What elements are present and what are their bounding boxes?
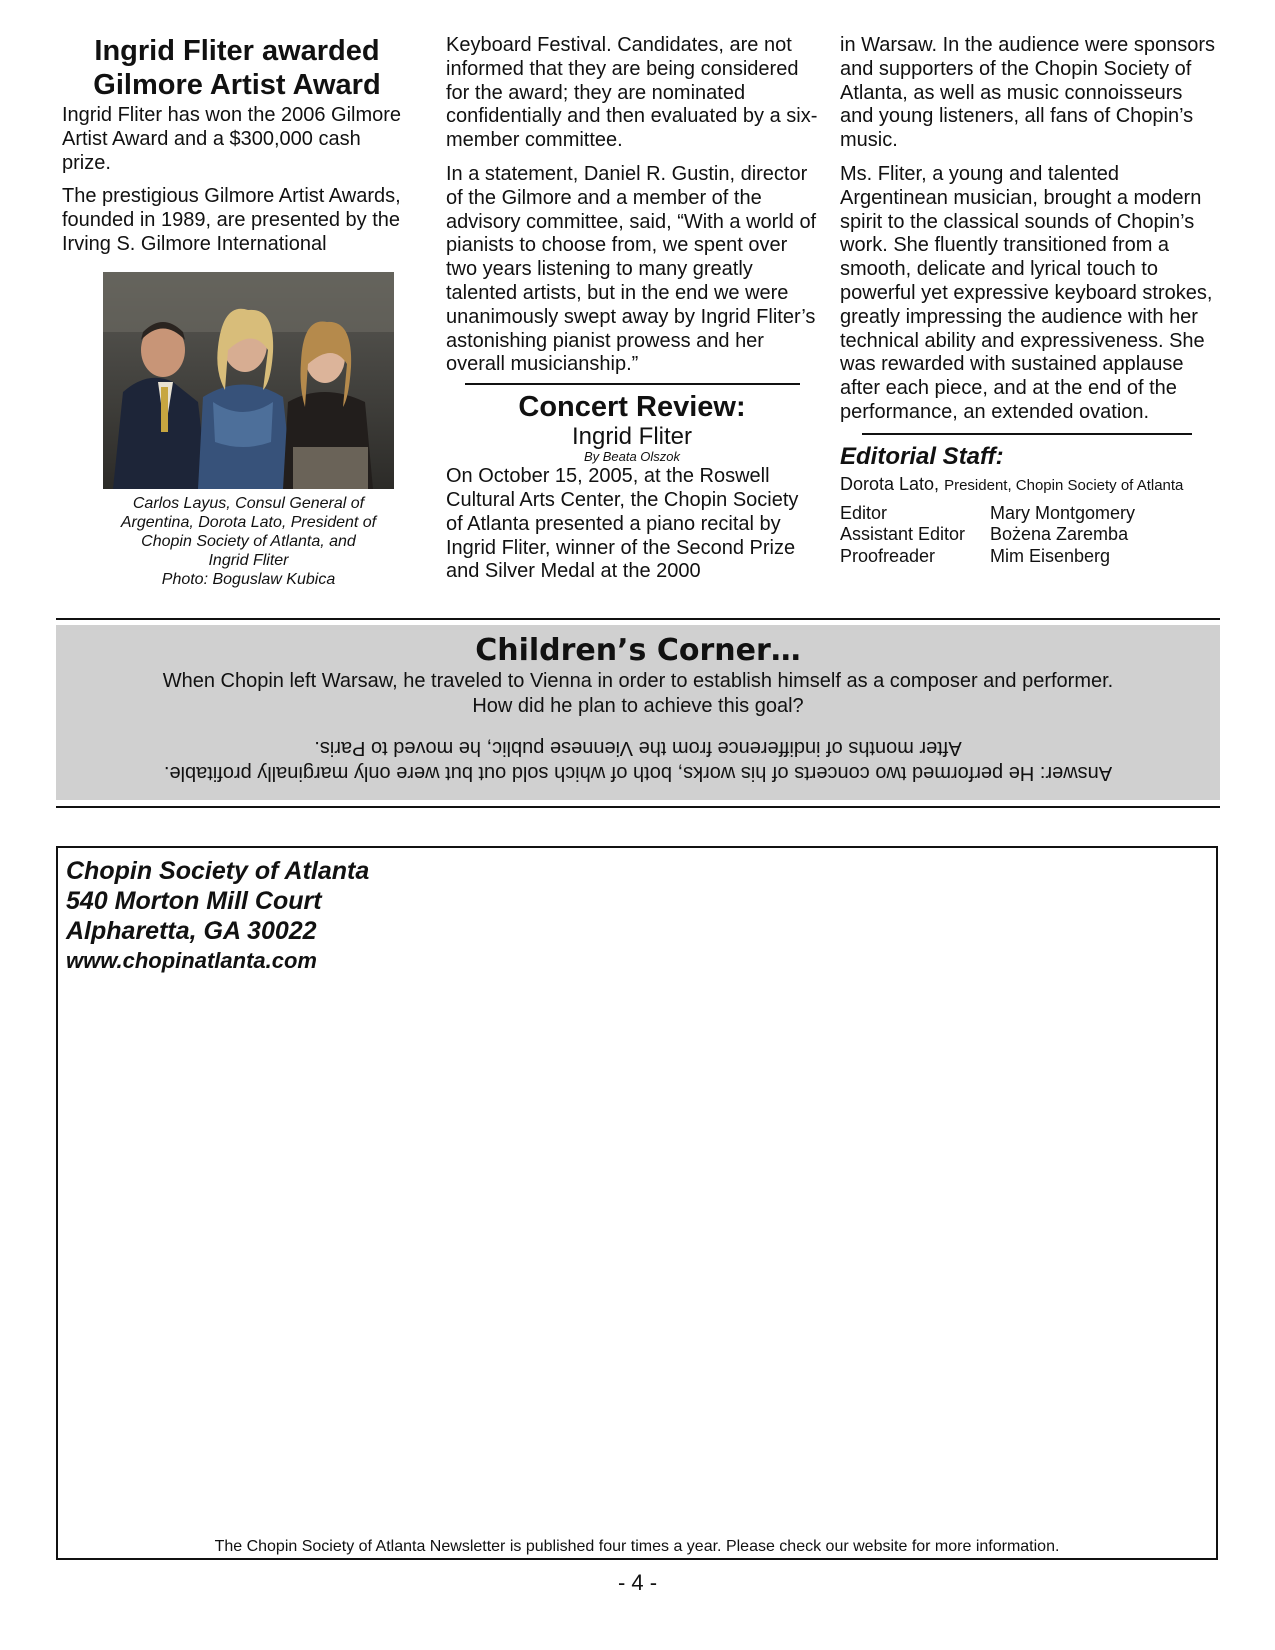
newsletter-footnote: The Chopin Society of Atlanta Newsletter is published four times a year. Please check our website for more information. xyxy=(214,1538,1060,1555)
caption-line-4: Ingrid Fliter xyxy=(208,552,289,569)
caption-line-1: Carlos Layus, Consul General of xyxy=(132,495,365,512)
childrens-corner xyxy=(56,625,1220,800)
gilmore-para-3: In a statement, Daniel R. Gustin, director of the Gilmore and a member of the advisory committee, said, “With a world of pianists to choose from, we spent over two years listening to many greatly talented artists, but in the end we were unanimously swept away by Ingrid Fliter’s astonishing pianist prowess and her overall musicianship.” xyxy=(446,162,817,376)
return-address xyxy=(66,856,369,976)
staff-list xyxy=(840,503,1220,568)
address-org: Chopin Society of Atlanta xyxy=(66,857,370,885)
staff-role: Editor xyxy=(840,502,888,523)
president-name: Dorota Lato, xyxy=(840,473,940,494)
review-para-1: On October 15, 2005, at the Roswell Cultural Arts Center, the Chopin Society of Atlanta presented a piano recital by Ingrid Fliter, winner of the Second Prize and Silver Medal at the 2000 xyxy=(446,465,799,583)
address-city: Alpharetta, GA 30022 xyxy=(66,917,317,945)
staff-name: Mim Eisenberg xyxy=(990,545,1111,566)
caption-line-5: Photo: Boguslaw Kubica xyxy=(161,571,336,588)
editorial-staff-title: Editorial Staff: xyxy=(840,442,1004,470)
page-number: - 4 - xyxy=(617,1570,658,1595)
section-divider xyxy=(862,433,1192,435)
question-line-1: When Chopin left Warsaw, he traveled to Vienna in order to establish himself as a composer and performer. xyxy=(162,670,1114,692)
gilmore-para-2: The prestigious Gilmore Artist Awards, founded in 1989, are presented by the Irving S. Gilmore International xyxy=(62,185,401,255)
staff-name: Mary Montgomery xyxy=(990,502,1136,523)
staff-president xyxy=(840,473,1220,497)
gilmore-para-2-continued: Keyboard Festival. Candidates, are not informed that they are being considered for the award; they are nominated confidentially and then evaluated by a six-member committee. xyxy=(446,34,818,152)
top-rule xyxy=(56,618,1220,620)
address-street: 540 Morton Mill Court xyxy=(66,887,322,915)
concert-review-byline: By Beata Olszok xyxy=(583,449,681,465)
review-para-2: Ms. Fliter, a young and talented Argentinean musician, brought a modern spirit to the classical sounds of Chopin’s work. She fluently transitioned from a smooth, delicate and lyrical touch to powerful yet expressive keyboard strokes, greatly impressing the audience with her technical ability and expressiveness. She was rewarded with sustained applause after each piece, and at the end of the performance, an extended ovation. xyxy=(840,162,1213,423)
caption-line-3: Chopin Society of Atlanta, and xyxy=(141,533,356,550)
column-3 xyxy=(840,34,1220,567)
concert-review-title: Concert Review: xyxy=(518,391,746,424)
group-photo xyxy=(103,272,394,489)
staff-role: Assistant Editor xyxy=(840,524,966,545)
answer-line-1: Answer: He performed two concerts of his works, both of which sold out but were only marginally profitable. xyxy=(163,762,1113,784)
review-para-1-continued: in Warsaw. In the audience were sponsors and supporters of the Chopin Society of Atlanta, as well as music connoisseurs and young listeners, all fans of Chopin’s music. xyxy=(840,34,1216,152)
column-2 xyxy=(446,34,818,594)
gilmore-article-title xyxy=(62,34,412,102)
concert-review-subtitle: Ingrid Fliter xyxy=(571,423,693,451)
president-role: President, Chopin Society of Atlanta xyxy=(944,476,1184,494)
gilmore-para-1: Ingrid Fliter has won the 2006 Gilmore Artist Award and a $300,000 cash prize. xyxy=(62,104,402,174)
photo-caption xyxy=(103,494,394,589)
mailing-panel xyxy=(56,846,1218,1560)
section-divider xyxy=(465,383,800,385)
childrens-corner-question xyxy=(56,669,1220,719)
column-1 xyxy=(62,34,412,267)
gilmore-title-line1: Ingrid Fliter awarded xyxy=(94,35,380,67)
group-photo-image xyxy=(103,272,394,489)
childrens-corner-answer-upside-down xyxy=(56,735,1220,785)
staff-role: Proofreader xyxy=(840,545,936,566)
staff-name: Bożena Zaremba xyxy=(990,524,1129,545)
answer-line-2: After months of indifference from the Viennese public, he moved to Paris. xyxy=(314,737,962,759)
gilmore-title-line2: Gilmore Artist Award xyxy=(93,69,381,101)
address-website: www.chopinatlanta.com xyxy=(66,948,317,973)
childrens-corner-title: Children’s Corner… xyxy=(475,633,801,668)
question-line-2: How did he plan to achieve this goal? xyxy=(472,695,804,717)
bottom-rule xyxy=(56,806,1220,808)
caption-line-2: Argentina, Dorota Lato, President of xyxy=(120,514,377,531)
